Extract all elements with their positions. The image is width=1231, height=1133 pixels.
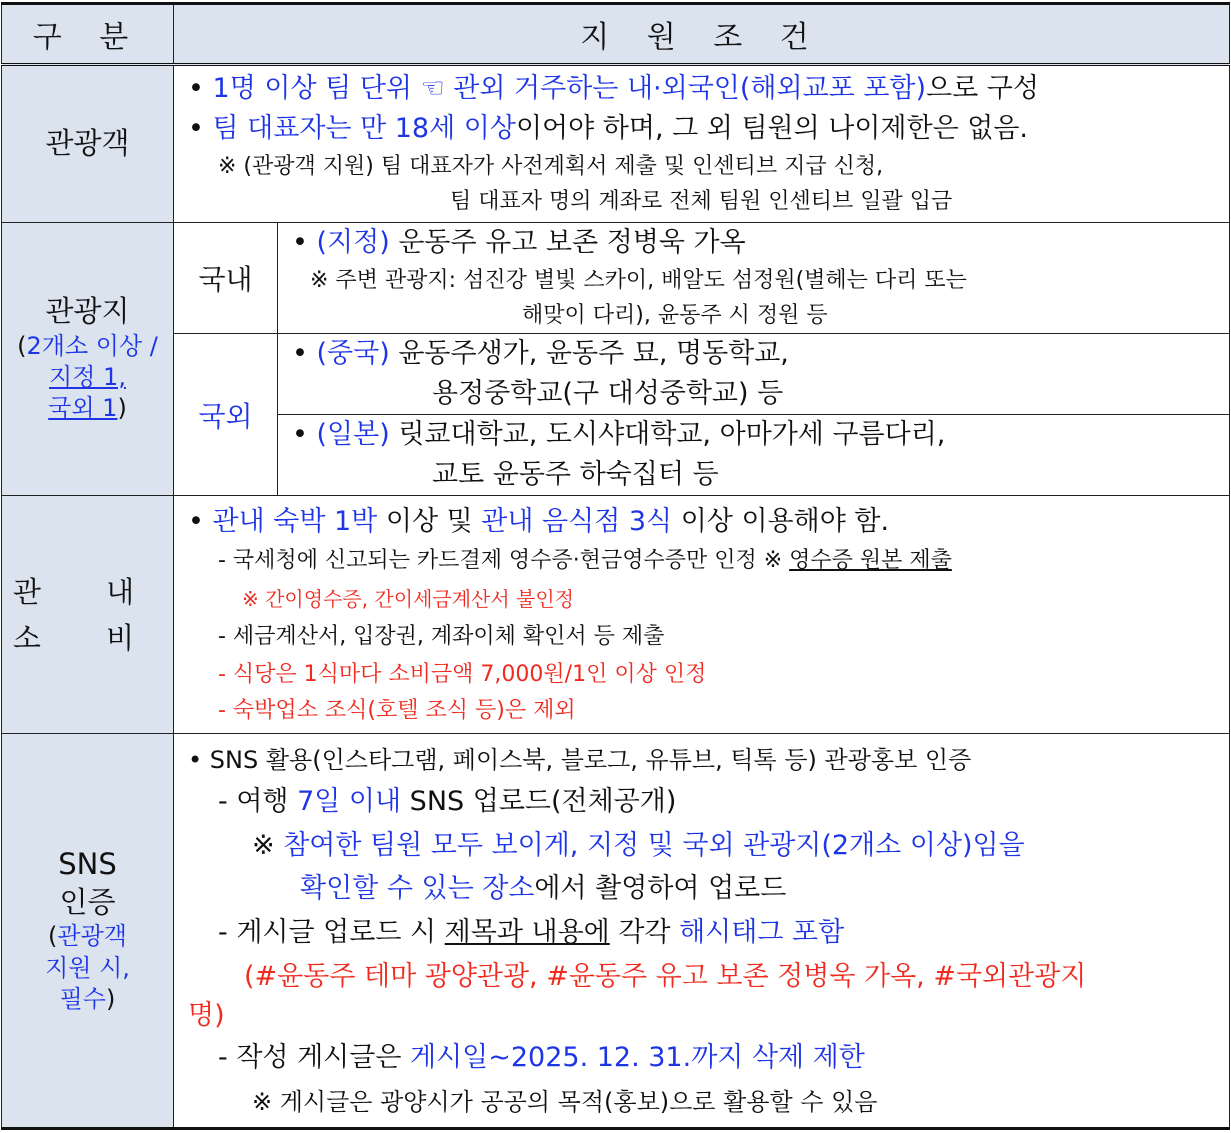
row-label-spots: 관광지 (2개소 이상 / 지정 1, 국외 1) bbox=[2, 223, 174, 496]
row-label-sns: SNS 인증 (관광객 지원 시, 필수) bbox=[2, 734, 174, 1129]
sns-conditions: • SNS 활용(인스타그램, 페이스북, 블로그, 유튜브, 틱톡 등) 관광홍보 인증 - 여행 7일 이내 SNS 업로드(전체공개) ※ 참여한 팀원 모두 보이게, 지정 및 국외 관광지(2개소 이상)임을 확인할 수 있는 장소에서 촬영하여 업로드 - 게시글 업로드 시 제목과 내용에 각각 해시태그 포함 (#윤동주 테마 광양관광, #윤동주 유고 보존 정병욱 가옥, #국외관광지 명) - 작성 게시글은 게시일~2025. 12. 31.까지 삭제 제한 ※ 게시글은 광양시가 공공의 목적(홍보)으로 활용할 수 있음 bbox=[174, 734, 1230, 1129]
domestic-label: 국내 bbox=[174, 223, 278, 334]
header-conditions: 지 원 조 건 bbox=[174, 4, 1230, 65]
domestic-conditions: • (지정) 운동주 유고 보존 정병욱 가옥 ※ 주변 관광지: 섬진강 별빛 스카이, 배알도 섬정원(별헤는 다리 또는 해맞이 다리), 윤동주 시 정원 등 bbox=[278, 223, 1230, 334]
tourists-conditions: • 1명 이상 팀 단위 ☜ 관외 거주하는 내·외국인(해외교포 포함)으로 구성 • 팀 대표자는 만 18세 이상이어야 하며, 그 외 팀원의 나이제한은 없음. ※ (관광객 지원) 팀 대표자가 사전계획서 제출 및 인센티브 지급 신청, 팀 대표자 명의 계좌로 전체 팀원 인센티브 일괄 입금 bbox=[174, 65, 1230, 223]
row-label-spending: 관 내 소 비 bbox=[2, 496, 174, 734]
spending-conditions: • 관내 숙박 1박 이상 및 관내 음식점 3식 이상 이용해야 함. - 국세청에 신고되는 카드결제 영수증·현금영수증만 인정 ※ 영수증 원본 제출 ※ 간이영수증, 간이세금계산서 불인정 - 세금계산서, 입장권, 계좌이체 확인서 등 제출 - 식당은 1식마다 소비금액 7,000원/1인 이상 인정 - 숙박업소 조식(호텔 조식 등)은 제외 bbox=[174, 496, 1230, 734]
overseas-china: • (중국) 윤동주생가, 윤동주 묘, 명동학교, 용정중학교(구 대성중학교) 등 bbox=[278, 334, 1230, 415]
overseas-label: 국외 bbox=[174, 334, 278, 496]
header-category: 구 분 bbox=[2, 4, 174, 65]
support-conditions-table bbox=[1, 2, 1230, 1130]
row-label-tourists: 관광객 bbox=[2, 65, 174, 223]
overseas-japan: • (일본) 릿쿄대학교, 도시샤대학교, 아마가세 구름다리, 교토 윤동주 하숙집터 등 bbox=[278, 415, 1230, 496]
